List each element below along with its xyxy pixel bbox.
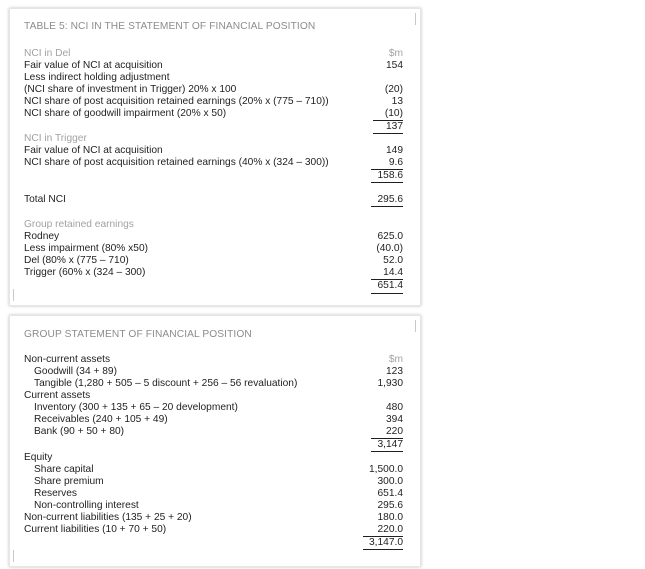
retained-total: 651.4 (377, 280, 403, 291)
total-rule (371, 293, 403, 294)
row-value: 13 (391, 96, 403, 107)
panel-corner-mark (13, 550, 14, 562)
table-row (24, 464, 403, 476)
row-value: 180.0 (377, 512, 403, 523)
row-label: Inventory (300 + 135 + 65 – 20 development) (34, 402, 238, 413)
total-nci-label: Total NCI (24, 194, 66, 205)
assets-total: 3,147 (377, 439, 403, 450)
table-row (24, 108, 403, 120)
row-label: NCI share of post acquisition retained earnings (40% x (324 – 300)) (24, 157, 329, 168)
row-label: Goodwill (34 + 89) (34, 366, 117, 377)
row-value: (10) (384, 108, 403, 119)
row-label: Current liabilities (10 + 70 + 50) (24, 524, 167, 535)
nci-trigger-heading: NCI in Trigger (24, 133, 87, 144)
row-value: 480 (386, 402, 403, 413)
row-label: Less impairment (80% x50) (24, 243, 148, 254)
panel-corner-mark (13, 289, 14, 301)
nci-trigger-heading-row (24, 133, 403, 145)
table-row (24, 488, 403, 500)
nci-del-heading-row (24, 48, 403, 60)
row-label: Less indirect holding adjustment (24, 72, 170, 83)
row-label: Fair value of NCI at acquisition (24, 145, 163, 156)
table-row (24, 72, 403, 84)
grand-total: 3,147.0 (369, 537, 403, 548)
row-label: Share capital (34, 464, 94, 475)
table-row (24, 84, 403, 96)
table-row (24, 426, 403, 438)
row-label: Rodney (24, 231, 60, 242)
row-value: 149 (386, 145, 403, 156)
total-nci-row (24, 194, 403, 206)
row-value: 220 (386, 426, 403, 437)
row-label: (NCI share of investment in Trigger) 20% x 100 (24, 84, 237, 95)
table-row (24, 255, 403, 267)
row-value: 154 (386, 60, 403, 71)
total-row (24, 537, 403, 549)
row-label: Share premium (34, 476, 104, 487)
row-value: 1,500.0 (369, 464, 403, 475)
table-row (24, 243, 403, 255)
table-row (24, 524, 403, 536)
non-current-heading: Non-current assets (24, 354, 111, 365)
row-value: 1,930 (377, 378, 403, 389)
row-value: 220.0 (377, 524, 403, 535)
table-row (24, 512, 403, 524)
row-value: 394 (386, 414, 403, 425)
group-sofp-title: GROUP STATEMENT OF FINANCIAL POSITION (24, 329, 252, 340)
row-label: Reserves (34, 488, 78, 499)
row-label: NCI share of post acquisition retained earnings (20% x (775 – 710)) (24, 96, 329, 107)
row-value: 52.0 (383, 255, 403, 266)
total-rule (363, 549, 403, 550)
table-row (24, 476, 403, 488)
panel-corner-mark (415, 320, 416, 332)
total-row (24, 280, 403, 292)
row-value: 295.6 (377, 500, 403, 511)
table-row (24, 60, 403, 72)
table5-title: TABLE 5: NCI IN THE STATEMENT OF FINANCIAL POSITION (24, 21, 316, 32)
row-label: Fair value of NCI at acquisition (24, 60, 163, 71)
group-sofp-panel (9, 315, 421, 567)
equity-heading-row (24, 452, 403, 464)
table-row (24, 414, 403, 426)
row-label: Trigger (60% x (324 – 300) (24, 267, 146, 278)
nci-trigger-subtotal: 158.6 (377, 170, 403, 181)
row-label: Non-current liabilities (135 + 25 + 20) (24, 512, 192, 523)
table5-panel (9, 8, 421, 306)
row-value: (40.0) (376, 243, 403, 254)
row-value: (20) (384, 84, 403, 95)
table-row (24, 267, 403, 279)
row-label: Bank (90 + 50 + 80) (34, 426, 125, 437)
panel-corner-mark (415, 13, 416, 25)
row-value: 9.6 (388, 157, 403, 168)
subtotal-row (24, 170, 403, 182)
subtotal-rule (371, 182, 403, 183)
row-value: 625.0 (377, 231, 403, 242)
subtotal-row (24, 121, 403, 133)
retained-heading: Group retained earnings (24, 219, 134, 230)
table-row (24, 500, 403, 512)
nci-del-heading: NCI in Del (24, 48, 71, 59)
table-row (24, 96, 403, 108)
total-rule (371, 206, 403, 207)
nci-del-subtotal: 137 (386, 121, 403, 132)
table-row (24, 402, 403, 414)
unit-label: $m (388, 48, 403, 59)
retained-heading-row (24, 219, 403, 231)
row-value: 123 (386, 366, 403, 377)
total-row (24, 439, 403, 451)
row-value: 14.4 (383, 267, 403, 278)
table-row (24, 157, 403, 169)
current-heading-row (24, 390, 403, 402)
row-value: 651.4 (377, 488, 403, 499)
equity-heading: Equity (24, 452, 53, 463)
total-nci-value: 295.6 (377, 194, 403, 205)
table-row (24, 366, 403, 378)
table-row (24, 378, 403, 390)
current-heading: Current assets (24, 390, 91, 401)
row-label: NCI share of goodwill impairment (20% x 50) (24, 108, 227, 119)
row-value: 300.0 (377, 476, 403, 487)
unit-label: $m (388, 354, 403, 365)
row-label: Receivables (240 + 105 + 49) (34, 414, 168, 425)
table-row (24, 145, 403, 157)
row-label: Non-controlling interest (34, 500, 139, 511)
table-row (24, 231, 403, 243)
row-label: Tangible (1,280 + 505 – 5 discount + 256 – 56 revaluation) (34, 378, 298, 389)
row-label: Del (80% x (775 – 710) (24, 255, 129, 266)
non-current-heading-row (24, 354, 403, 366)
